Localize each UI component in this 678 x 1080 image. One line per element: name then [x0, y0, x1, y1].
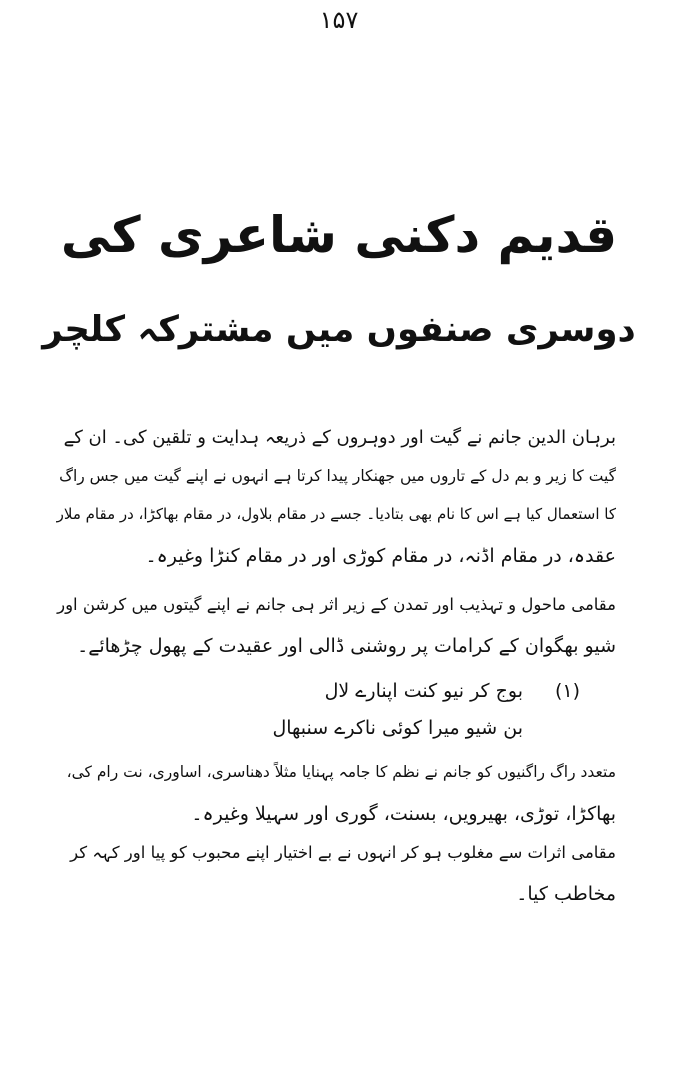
verse-line-1: بوج کر نیو کنت اپنارے لال — [324, 680, 523, 702]
page-number: ۱۵۷ — [319, 6, 359, 34]
chapter-title-line-2: دوسری صنفوں میں مشترکہ کلچر — [42, 309, 636, 350]
paragraph-4-line-1: مقامی اثرات سے مغلوب ہو کر انہوں نے بے اختیار اپنے محبوب کو پیا اور کہہ کر — [70, 843, 616, 862]
chapter-title-line-1: قدیم دکنی شاعری کی — [60, 206, 618, 264]
paragraph-4-line-2: مخاطب کیا۔ — [516, 883, 616, 905]
paragraph-1-line-4: عقدہ، در مقام اڈنہ، در مقام کوڑی اور در مقام کنڑا وغیرہ۔ — [145, 545, 616, 567]
paragraph-1-line-1: برہان الدین جانم نے گیت اور دوہروں کے ذریعہ ہدایت و تلقین کی۔ ان کے — [63, 427, 616, 448]
paragraph-1-line-2: گیت کا زیر و بم دل کے تاروں میں جھنکار پیدا کرتا ہے انہوں نے اپنے گیت میں جس راگ — [59, 467, 616, 485]
paragraph-2-line-1: مقامی ماحول و تہذیب اور تمدن کے زیر اثر ہی جانم نے اپنے گیتوں میں کرشن اور — [57, 595, 616, 614]
paragraph-3-line-2: بھاکڑا، توڑی، بھیرویں، بسنت، گوری اور سہیلا وغیرہ۔ — [191, 803, 616, 825]
paragraph-2-line-2: شیو بھگوان کے کرامات پر روشنی ڈالی اور عقیدت کے پھول چڑھائے۔ — [77, 635, 616, 657]
verse-line-2: بن شیو میرا کوئی ناکرے سنبھال — [272, 717, 523, 739]
verse-number: (۱) — [555, 680, 581, 702]
paragraph-1-line-3: کا استعمال کیا ہے اس کا نام بھی بتادیا۔ جسے در مقام بلاول، در مقام بھاکڑا، در مقام ملار — [56, 505, 616, 523]
paragraph-3-line-1: متعدد راگ راگنیوں کو جانم نے نظم کا جامہ پہنایا مثلاً دھناسری، اساوری، نت رام کی، — [66, 763, 616, 781]
